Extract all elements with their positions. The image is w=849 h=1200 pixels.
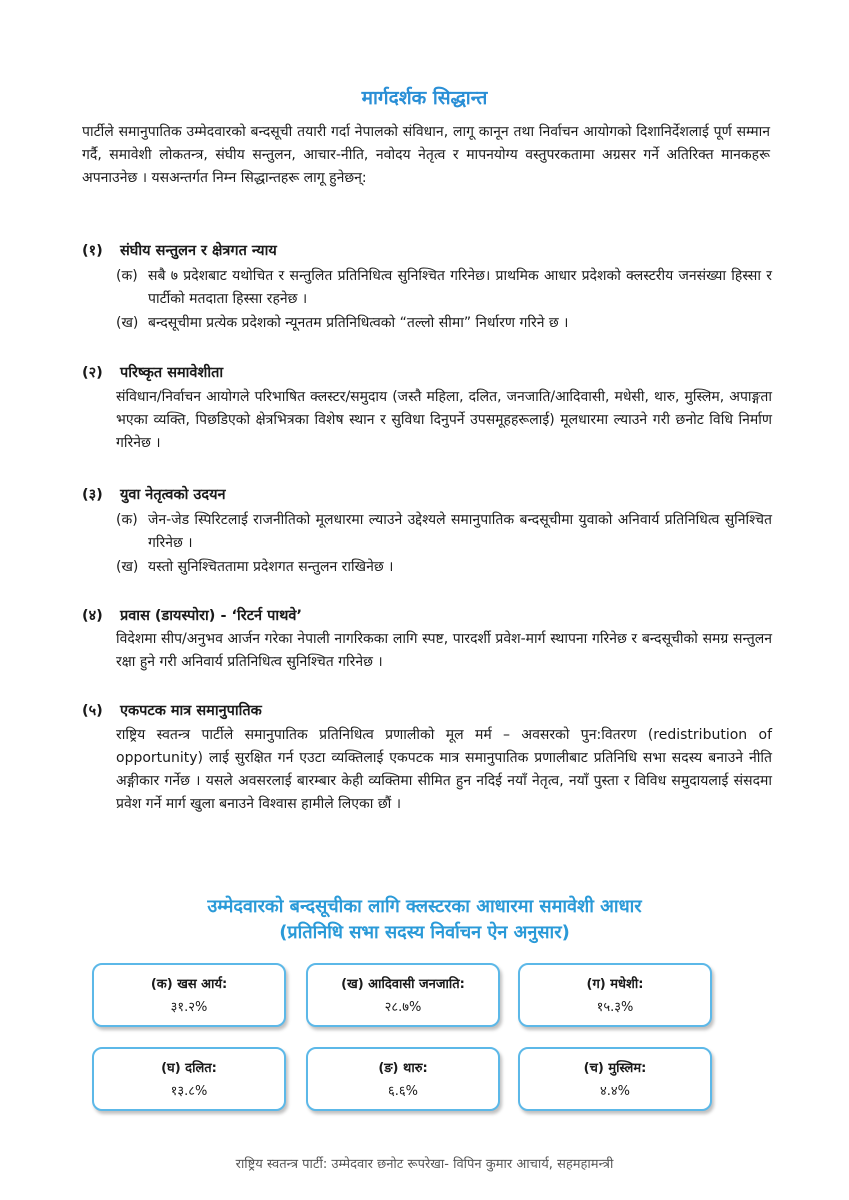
cluster-value: ४.४% [599,1084,630,1099]
section-3-item-b [116,556,772,579]
section-2-heading [82,362,223,382]
section-3-item-a [116,509,772,555]
cluster-label: (घ) दलित: [161,1061,217,1076]
item-label: (ख) [116,315,139,331]
item-text: बन्दसूचीमा प्रत्येक प्रदेशको न्यूनतम प्रतिनिधित्वको “तल्लो सीमा” निर्धारण गरिने छ । [148,315,569,331]
cluster-value: १३.८% [170,1084,208,1099]
cluster-card-dalit [92,1047,286,1111]
cluster-value: ३१.२% [170,1000,208,1015]
intro-paragraph: पार्टीले समानुपातिक उम्मेदवारको बन्दसूची तयारी गर्दा नेपालको संविधान, लागू कानून तथा निर्वाचन आयोगको दिशानिर्देशलाई पूर्ण सम्मान गर्दै, समावेशी लोकतन्त्र, संघीय सन्तुलन, आचार-नीति, नवोदय नेतृत्व र मापनयोग्य वस्तुपरकतामा अग्रसर गर्ने अतिरिक्त मानकहरू अपनाउनेछ । यसअन्तर्गत निम्न सिद्धान्तहरू लागू हुनेछन्: [82,124,770,186]
section-title: प्रवास (डायस्पोरा) - ‘रिटर्न पाथवे’ [120,608,302,624]
item-label: (क) [116,512,138,528]
cluster-label: (ग) मधेशी: [586,977,644,992]
section-number: (१) [82,243,103,259]
item-label: (क) [116,268,138,284]
item-label: (ख) [116,559,139,575]
cluster-card-adivasi-janajati [306,963,500,1027]
item-text: जेन-जेड स्पिरिटलाई राजनीतिको मूलधारमा ल्याउने उद्देश्यले समानुपातिक बन्दसूचीमा युवाको अनिवार्य प्रतिनिधित्व सुनिश्चित गरिनेछ । [148,512,772,551]
section-5-heading [82,700,262,720]
page-title: मार्गदर्शक सिद्धान्त [361,87,488,109]
cluster-label: (ङ) थारु: [378,1061,428,1076]
cluster-label: (च) मुस्लिम: [583,1061,647,1076]
section-number: (३) [82,487,103,503]
cluster-subtitle: (प्रतिनिधि सभा सदस्य निर्वाचन ऐन अनुसार) [279,922,570,943]
cluster-label: (ख) आदिवासी जनजाति: [341,977,465,992]
page-footer: राष्ट्रिय स्वतन्त्र पार्टी: उम्मेदवार छनोट रूपरेखा- विपिन कुमार आचार्य, सहमहामन्त्री [235,1157,614,1172]
section-1-item-a [116,265,772,311]
section-number: (५) [82,703,103,719]
cluster-label: (क) खस आर्य: [150,977,228,992]
section-5-paragraph: राष्ट्रिय स्वतन्त्र पार्टीले समानुपातिक प्रतिनिधित्व प्रणालीको मूल मर्म – अवसरको पुन:वितरण (redistribution of opportunity) लाई सुरक्षित गर्न एउटा व्यक्तिलाई एकपटक मात्र समानुपातिक प्रणालीबाट प्रतिनिधि सभा सदस्य बनाउने नीति अङ्गीकार गर्नेछ । यसले अवसरलाई बारम्बार केही व्यक्तिमा सीमित हुन नदिई नयाँ नेतृत्व, नयाँ पुस्ता र विविध समुदायलाई संसदमा प्रवेश गर्ने मार्ग खुला बनाउने विश्वास हामीले लिएका छौं । [116,727,772,812]
section-4-paragraph: विदेशमा सीप/अनुभव आर्जन गरेका नेपाली नागरिकका लागि स्पष्ट, पारदर्शी प्रवेश-मार्ग स्थापना गरिनेछ र बन्दसूचीको समग्र सन्तुलन रक्षा हुने गरी अनिवार्य प्रतिनिधित्व सुनिश्चित गरिनेछ । [116,631,772,670]
section-title: युवा नेतृत्वको उदयन [120,487,226,503]
section-number: (२) [82,365,103,381]
cluster-value: ६.६% [387,1084,418,1099]
cluster-value: २८.७% [384,1000,422,1015]
cluster-value: १५.३% [596,1000,634,1015]
cluster-title: उम्मेदवारको बन्दसूचीका लागि क्लस्टरका आधारमा समावेशी आधार [207,896,642,917]
section-2-paragraph: संविधान/निर्वाचन आयोगले परिभाषित क्लस्टर/समुदाय (जस्तै महिला, दलित, जनजाति/आदिवासी, मधेसी, थारु, मुस्लिम, अपाङ्गता भएका व्यक्ति, पिछडिएको क्षेत्रभित्रका विशेष स्थान र सुविधा दिनुपर्ने उपसमूहहरूलाई) मूलधारमा ल्याउने गरी छनोट विधि निर्माण गरिनेछ । [116,389,772,451]
section-1-item-b [116,312,772,335]
section-3-heading [82,484,226,504]
section-title: एकपटक मात्र समानुपातिक [120,703,262,719]
section-number: (४) [82,608,103,624]
section-4-heading [82,605,302,625]
cluster-card-khas-arya [92,963,286,1027]
section-1-heading [82,240,277,260]
item-text: सबै ७ प्रदेशबाट यथोचित र सन्तुलित प्रतिनिधित्व सुनिश्चित गरिनेछ। प्राथमिक आधार प्रदेशको क्लस्टरीय जनसंख्या हिस्सा र पार्टीको मतदाता हिस्सा रहनेछ । [148,268,772,307]
section-title: परिष्कृत समावेशीता [120,365,224,381]
cluster-card-muslim [518,1047,712,1111]
item-text: यस्तो सुनिश्चिततामा प्रदेशगत सन्तुलन राखिनेछ । [148,559,394,575]
cluster-card-madheshi [518,963,712,1027]
cluster-card-tharu [306,1047,500,1111]
section-title: संघीय सन्तुलन र क्षेत्रगत न्याय [120,243,277,259]
